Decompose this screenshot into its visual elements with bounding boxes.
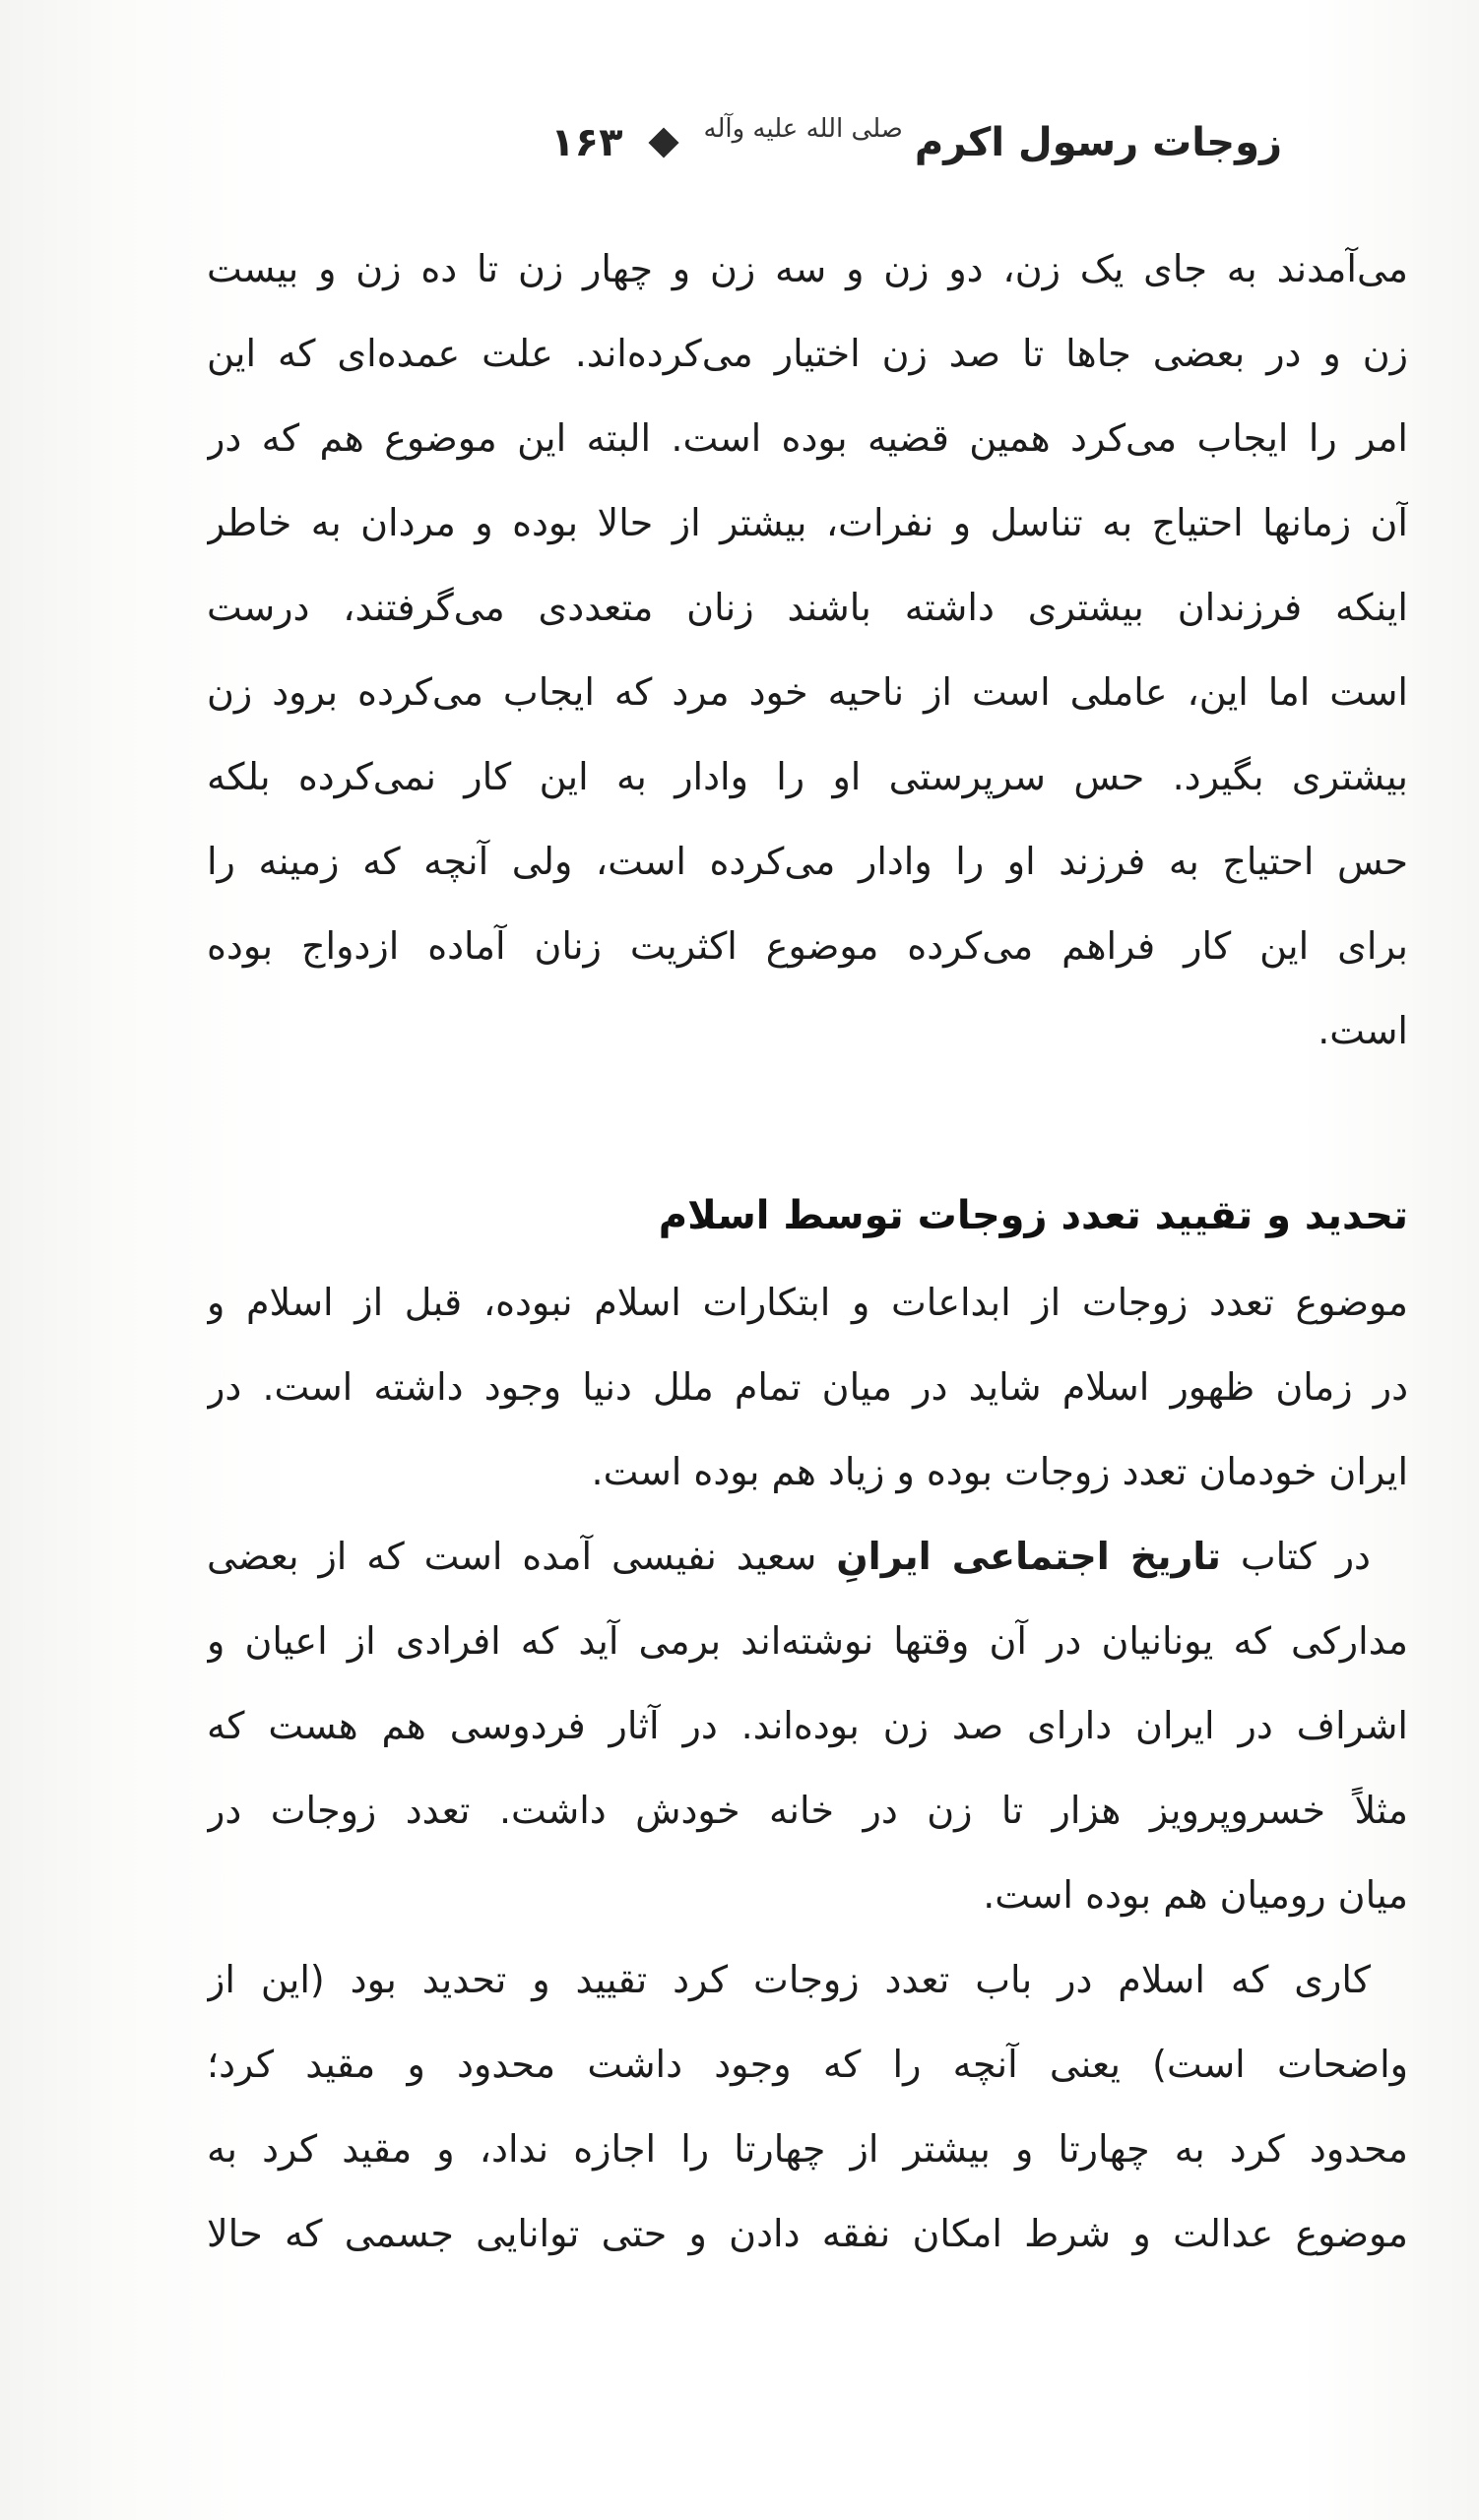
- text-line: موضوع عدالت و شرط امکان نفقه دادن و حتی توانایی جسمی که حالا: [207, 2212, 1408, 2255]
- text-line: امر را ایجاب می‌کرد همین قضیه بوده است. البته این موضوع هم که در: [207, 416, 1408, 460]
- text-line: بیشتری بگیرد. حس سرپرستی او را وادار به این کار نمی‌کرده بلکه: [207, 755, 1408, 798]
- paragraph-4: [207, 1937, 1408, 2276]
- text-line: اشراف در ایران دارای صد زن بوده‌اند. در آثار فردوسی هم هست که: [207, 1704, 1408, 1747]
- paragraph-1: [207, 226, 1408, 1073]
- text-line: آن زمانها احتیاج به تناسل و نفرات، بیشتر از حالا بوده و مردان به خاطر: [207, 501, 1408, 544]
- page-number: ۱۶۳: [550, 120, 623, 165]
- book-title: تاریخ اجتماعی ایرانِ: [836, 1535, 1221, 1578]
- text-line-with-book-title: [207, 1514, 1408, 1599]
- header-title: زوجات رسول اکرم: [914, 120, 1282, 165]
- text-line: کاری که اسلام در باب تعدد زوجات کرد تقیید و تحدید بود (این از: [207, 1958, 1371, 2001]
- text-line: مثلاً خسروپرویز هزار تا زن در خانه خودش داشت. تعدد زوجات در: [207, 1789, 1408, 1832]
- text-line: میان رومیان هم بوده است.: [983, 1873, 1408, 1917]
- text-line: مدارکی که یونانیان در آن وقتها نوشته‌اند برمی آید که افرادی از اعیان و: [207, 1619, 1408, 1663]
- book-suffix: سعید نفیسی آمده است که از بعضی: [207, 1535, 817, 1578]
- text-line: ایران خودمان تعدد زوجات بوده و زیاد هم بوده است.: [591, 1450, 1408, 1493]
- text-line: برای این کار فراهم می‌کرده موضوع اکثریت زنان آماده ازدواج بوده: [207, 924, 1408, 968]
- text-line: محدود کرد به چهارتا و بیشتر از چهارتا را اجازه نداد، و مقید کرد به: [207, 2127, 1408, 2171]
- section-spacer: [207, 1073, 1408, 1171]
- book-prefix: در کتاب: [1240, 1535, 1371, 1578]
- text-line: زن و در بعضی جاها تا صد زن اختیار می‌کرده‌اند. علت عمده‌ای که این: [207, 332, 1408, 375]
- text-line: است اما این، عاملی است از ناحیه خود مرد که ایجاب می‌کرده برود زن: [207, 670, 1408, 714]
- text-line: در زمان ظهور اسلام شاید در میان تمام ملل دنیا وجود داشته است. در: [207, 1365, 1408, 1409]
- paragraph-2: [207, 1260, 1408, 1514]
- diamond-separator-icon: [648, 127, 678, 158]
- running-header: [177, 108, 1282, 177]
- honorific-calligraphy: صلی الله علیه وآله: [703, 114, 903, 144]
- text-line: موضوع تعدد زوجات از ابداعات و ابتکارات اسلام نبوده، قبل از اسلام و: [207, 1281, 1408, 1324]
- section-heading: تحدید و تقیید تعدد زوجات توسط اسلام: [658, 1193, 1408, 1238]
- paragraph-3: [207, 1514, 1408, 1937]
- page-body: [207, 226, 1408, 2276]
- text-line: است.: [1318, 1009, 1408, 1052]
- text-line: اینکه فرزندان بیشتری داشته باشند زنان متعددی می‌گرفتند، درست: [207, 586, 1408, 629]
- text-line: واضحات است) یعنی آنچه را که وجود داشت محدود و مقید کرد؛: [207, 2043, 1408, 2086]
- text-line: حس احتیاج به فرزند او را وادار می‌کرده است، ولی آنچه که زمینه را: [207, 840, 1408, 883]
- text-line: می‌آمدند به جای یک زن، دو زن و سه زن و چهار زن تا ده زن و بیست: [207, 247, 1408, 290]
